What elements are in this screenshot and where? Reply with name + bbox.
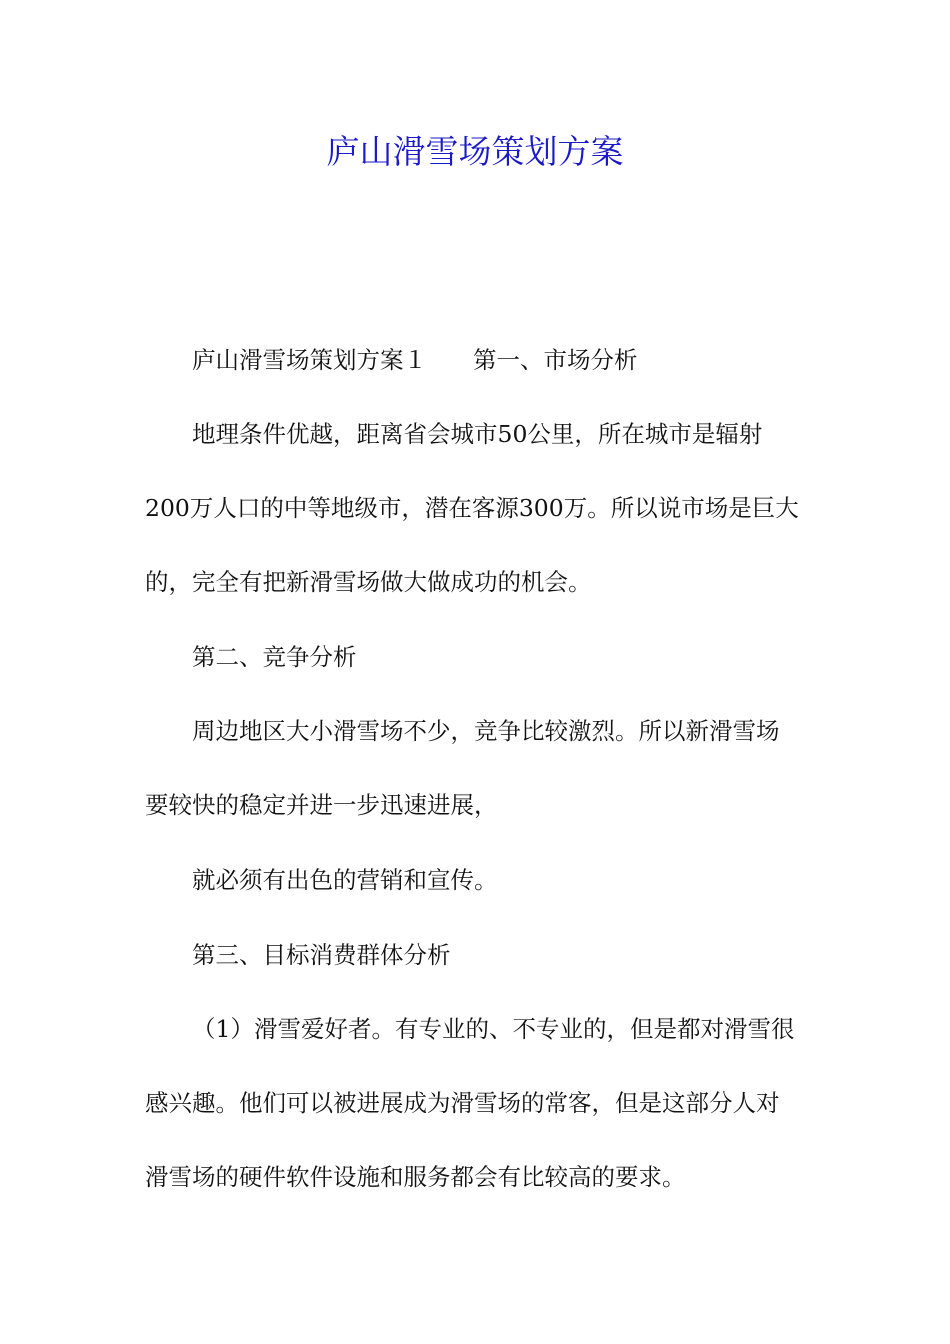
text-line: 地理条件优越，距离省会城市50公里，所在城市是辐射 xyxy=(192,420,763,448)
text-line: 的，完全有把新滑雪场做大做成功的机会。 xyxy=(145,568,592,596)
text-line: 要较快的稳定并进一步迅速进展， xyxy=(145,791,498,819)
paragraph-heading-1 xyxy=(145,323,811,397)
text-line: （1）滑雪爱好者。有专业的、不专业的，但是都对滑雪很 xyxy=(192,1015,795,1043)
text-line: 第二、竞争分析 xyxy=(192,643,357,671)
text-line: 第三、目标消费群体分析 xyxy=(192,941,451,969)
text-line: 庐山滑雪场策划方案１ 第一、市场分析 xyxy=(192,346,638,374)
section-heading-competition xyxy=(145,620,811,694)
text-line: 周边地区大小滑雪场不少，竞争比较激烈。所以新滑雪场 xyxy=(192,717,780,745)
text-line: 就必须有出色的营销和宣传。 xyxy=(192,866,498,894)
paragraph-geography xyxy=(145,397,811,619)
text-line: 滑雪场的硬件软件设施和服务都会有比较高的要求。 xyxy=(145,1163,686,1191)
text-line: 200万人口的中等地级市，潜在客源300万。所以说市场是巨大 xyxy=(145,494,799,522)
section-heading-market: 第一、市场分析 xyxy=(473,346,638,374)
document-title: 庐山滑雪场策划方案 xyxy=(326,132,624,171)
paragraph-competition xyxy=(145,694,811,842)
paragraph-ski-enthusiasts xyxy=(145,992,811,1214)
text-line: 感兴趣。他们可以被进展成为滑雪场的常客，但是这部分人对 xyxy=(145,1089,780,1117)
paragraph-marketing xyxy=(145,843,811,917)
section-heading-target-group xyxy=(145,918,811,992)
